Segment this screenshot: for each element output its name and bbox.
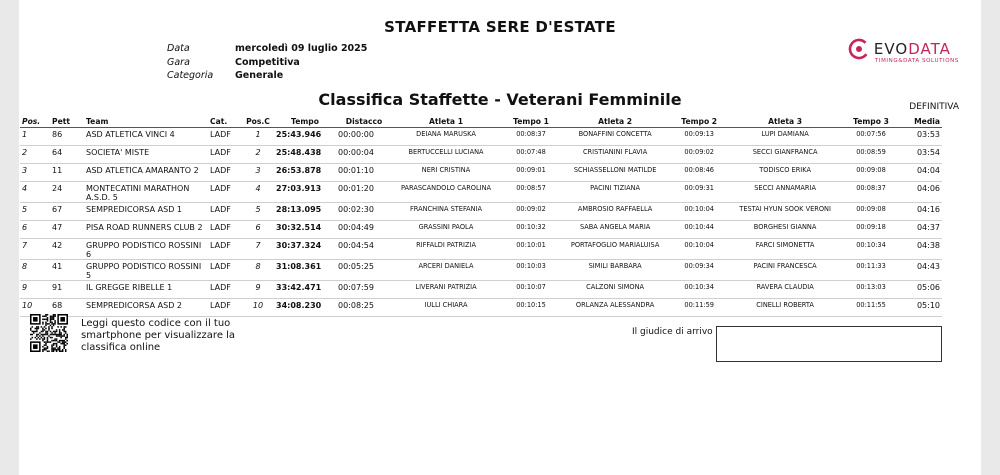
cell-tempo: 33:42.471 [276, 283, 322, 292]
cell-pett: 68 [52, 301, 63, 310]
cell-team: PISA ROAD RUNNERS CLUB 2 [86, 223, 203, 232]
col-header: Atleta 3 [730, 116, 840, 128]
cell-team: ASD ATLETICA VINCI 4 [86, 130, 175, 139]
cell-team: SEMPREDICORSA ASD 2 [86, 301, 183, 310]
cell-tempo: 25:43.946 [276, 130, 322, 139]
cell-team: ASD ATLETICA AMARANTO 2 [86, 166, 199, 175]
cell-tempo: 34:08.230 [276, 301, 322, 310]
cell-pos: 7 [22, 241, 28, 250]
col-header: Pos.C [242, 116, 274, 128]
cell-a2: PACINI TIZIANA [590, 184, 641, 192]
cell-t1: 00:10:07 [516, 283, 546, 291]
col-header: Team [84, 116, 208, 128]
evodata-logo [848, 38, 959, 64]
cell-posc: 7 [255, 241, 261, 250]
cell-a1: BERTUCCELLI LUCIANA [408, 148, 484, 156]
cell-t2: 00:09:13 [684, 130, 715, 138]
judge-label: Il giudice di arrivo [632, 327, 713, 337]
cell-tempo: 30:32.514 [276, 223, 322, 232]
col-header: Distacco [336, 116, 392, 128]
cell-pos: 2 [22, 148, 28, 157]
table-row [20, 146, 942, 164]
cell-t3: 00:11:55 [856, 301, 886, 309]
cell-a2: SABA ANGELA MARIA [579, 223, 651, 231]
cell-distacco: 00:04:54 [338, 241, 374, 250]
cell-media: 03:54 [916, 148, 940, 157]
cell-cat: LADF [210, 184, 231, 193]
qr-instructions: Leggi questo codice con il tuo smartphone per visualizzare la classifica online [81, 318, 236, 353]
cell-a1: ARCERI DANIELA [418, 262, 474, 270]
cell-t2: 00:11:59 [684, 301, 715, 309]
cell-cat: LADF [210, 283, 231, 292]
cell-t1: 00:09:02 [516, 205, 546, 213]
cell-t1: 00:10:01 [516, 241, 546, 249]
event-meta [167, 42, 367, 83]
col-header: Cat. [208, 116, 242, 128]
cell-media: 04:43 [916, 262, 940, 271]
cell-pett: 11 [52, 166, 63, 175]
cell-a1: LIVERANI PATRIZIA [415, 283, 477, 291]
logo-suffix: DATA [908, 40, 951, 58]
cell-pos: 1 [22, 130, 28, 139]
cell-a1: PARASCANDOLO CAROLINA [400, 184, 492, 192]
table-row [20, 260, 942, 281]
cell-t3: 00:07:56 [856, 130, 886, 138]
cell-a1: GRASSINI PAOLA [418, 223, 474, 231]
event-title: STAFFETTA SERE D'ESTATE [384, 18, 616, 36]
cell-media: 05:10 [916, 301, 940, 310]
cell-pett: 42 [52, 241, 63, 250]
cell-a2: SIMILI BARBARA [588, 262, 642, 270]
cell-distacco: 00:00:00 [338, 130, 374, 139]
meta-row-category [167, 69, 367, 83]
cell-media: 04:06 [916, 184, 940, 193]
cell-posc: 10 [252, 301, 264, 310]
cell-a2: CRISTIANINI FLAVIA [582, 148, 648, 156]
meta-value: Competitiva [235, 56, 300, 68]
cell-t2: 00:09:34 [684, 262, 715, 270]
cell-distacco: 00:05:25 [338, 262, 374, 271]
meta-value: mercoledì 09 luglio 2025 [235, 43, 368, 54]
col-header: Pos. [20, 116, 50, 128]
table-row [20, 299, 942, 317]
cell-tempo: 31:08.361 [276, 262, 322, 271]
cell-tempo: 30:37.324 [276, 241, 322, 250]
cell-a3: BORGHESI GIANNA [753, 223, 817, 231]
cell-t3: 00:08:59 [856, 148, 886, 156]
cell-distacco: 00:08:25 [338, 301, 374, 310]
cell-posc: 3 [255, 166, 261, 175]
cell-cat: LADF [210, 205, 231, 214]
cell-team: GRUPPO PODISTICO ROSSINI 6 [86, 241, 202, 259]
col-header: Tempo 3 [840, 116, 902, 128]
cell-pos: 9 [22, 283, 28, 292]
cell-cat: LADF [210, 148, 231, 157]
col-header: Tempo 1 [500, 116, 562, 128]
cell-t3: 00:09:08 [856, 166, 886, 174]
cell-team: GRUPPO PODISTICO ROSSINI 5 [86, 262, 202, 280]
results-title: Classifica Staffette - Veterani Femminile [318, 90, 682, 109]
cell-a3: SECCI ANNAMARIA [754, 184, 816, 192]
cell-t1: 00:10:32 [516, 223, 546, 231]
cell-pos: 6 [22, 223, 28, 232]
cell-pos: 3 [22, 166, 28, 175]
cell-t2: 00:10:34 [684, 283, 715, 291]
cell-a3: SECCI GIANFRANCA [752, 148, 818, 156]
table-row [20, 128, 942, 146]
cell-posc: 6 [255, 223, 261, 232]
cell-pett: 86 [52, 130, 63, 139]
cell-posc: 2 [255, 148, 261, 157]
meta-row-race [167, 56, 367, 70]
cell-distacco: 00:02:30 [338, 205, 374, 214]
qr-code [30, 314, 68, 352]
cell-posc: 4 [255, 184, 261, 193]
col-header: Atleta 2 [562, 116, 668, 128]
cell-a2: BONAFFINI CONCETTA [578, 130, 652, 138]
cell-a3: FARCI SIMONETTA [755, 241, 815, 249]
cell-a3: RAVERA CLAUDIA [756, 283, 814, 291]
cell-t1: 00:08:57 [516, 184, 546, 192]
table-row [20, 221, 942, 239]
cell-t3: 00:09:18 [856, 223, 886, 231]
cell-t3: 00:13:03 [856, 283, 886, 291]
table-row [20, 239, 942, 260]
cell-tempo: 27:03.913 [276, 184, 322, 193]
meta-row-date [167, 42, 367, 56]
cell-a1: IULLI CHIARA [424, 301, 468, 309]
cell-t1: 00:10:03 [516, 262, 546, 270]
cell-t3: 00:08:37 [856, 184, 886, 192]
cell-t2: 00:09:02 [684, 148, 715, 156]
cell-a2: PORTAFOGLIO MARIALUISA [570, 241, 660, 249]
meta-label: Gara [167, 56, 190, 68]
cell-a2: SCHIASSELLONI MATILDE [573, 166, 657, 174]
cell-t2: 00:10:44 [684, 223, 715, 231]
table-row [20, 182, 942, 203]
cell-t1: 00:10:15 [516, 301, 546, 309]
cell-posc: 9 [255, 283, 261, 292]
meta-label: Data [167, 43, 190, 54]
cell-distacco: 00:04:49 [338, 223, 374, 232]
results-table [20, 116, 942, 317]
col-header: Pett [50, 116, 84, 128]
cell-pett: 64 [52, 148, 63, 157]
cell-a2: AMBROSIO RAFFAELLA [577, 205, 653, 213]
cell-t1: 00:09:01 [516, 166, 546, 174]
cell-tempo: 26:53.878 [276, 166, 322, 175]
table-row [20, 203, 942, 221]
cell-cat: LADF [210, 301, 231, 310]
cell-media: 04:37 [916, 223, 940, 232]
cell-distacco: 00:01:20 [338, 184, 374, 193]
judge-signature-box [716, 326, 942, 362]
cell-tempo: 28:13.095 [276, 205, 322, 214]
logo-prefix: EVO [873, 40, 909, 58]
cell-media: 04:16 [916, 205, 940, 214]
cell-pett: 24 [52, 184, 63, 193]
cell-pett: 67 [52, 205, 63, 214]
cell-pos: 5 [22, 205, 28, 214]
cell-posc: 8 [255, 262, 261, 271]
table-row [20, 281, 942, 299]
cell-t2: 00:10:04 [684, 241, 715, 249]
evodata-logo-icon [848, 38, 870, 60]
status-label: DEFINITIVA [909, 102, 959, 112]
cell-t1: 00:08:37 [516, 130, 546, 138]
cell-media: 04:38 [916, 241, 940, 250]
cell-t3: 00:10:34 [856, 241, 886, 249]
cell-t3: 00:09:08 [856, 205, 886, 213]
cell-distacco: 00:07:59 [338, 283, 374, 292]
cell-pos: 10 [22, 301, 33, 310]
cell-cat: LADF [210, 130, 231, 139]
col-header: Tempo 2 [668, 116, 730, 128]
cell-media: 03:53 [916, 130, 940, 139]
cell-pett: 47 [52, 223, 63, 232]
cell-cat: LADF [210, 223, 231, 232]
cell-t2: 00:08:46 [684, 166, 715, 174]
cell-pos: 4 [22, 184, 28, 193]
cell-t2: 00:09:31 [684, 184, 715, 192]
cell-team: SOCIETA' MISTE [86, 148, 150, 157]
cell-team: SEMPREDICORSA ASD 1 [86, 205, 183, 214]
cell-a1: DEIANA MARUSKA [416, 130, 476, 138]
col-header: Atleta 1 [392, 116, 500, 128]
cell-t3: 00:11:33 [856, 262, 886, 270]
table-row [20, 164, 942, 182]
cell-a3: CINELLI ROBERTA [756, 301, 814, 309]
cell-t2: 00:10:04 [684, 205, 715, 213]
col-header: Media [902, 116, 942, 128]
cell-media: 05:06 [916, 283, 940, 292]
cell-distacco: 00:01:10 [338, 166, 374, 175]
cell-distacco: 00:00:04 [338, 148, 374, 157]
meta-value: Generale [235, 70, 284, 81]
table-header-row [20, 116, 942, 128]
cell-a3: TESTAI HYUN SOOK VERONI [739, 205, 831, 213]
col-header: Tempo [274, 116, 336, 128]
cell-a2: ORLANZA ALESSANDRA [575, 301, 655, 309]
cell-posc: 5 [255, 205, 261, 214]
cell-cat: LADF [210, 241, 231, 250]
cell-posc: 1 [255, 130, 261, 139]
meta-label: Categoria [167, 70, 214, 81]
cell-pett: 91 [52, 283, 63, 292]
cell-team: IL GREGGE RIBELLE 1 [86, 283, 173, 292]
cell-team: MONTECATINI MARATHON A.S.D. 5 [86, 184, 190, 202]
cell-cat: LADF [210, 166, 231, 175]
cell-a3: PACINI FRANCESCA [753, 262, 817, 270]
cell-pos: 8 [22, 262, 28, 271]
cell-pett: 41 [52, 262, 63, 271]
cell-a3: LUPI DAMIANA [761, 130, 809, 138]
cell-media: 04:04 [916, 166, 940, 175]
cell-cat: LADF [210, 262, 231, 271]
cell-a3: TODISCO ERIKA [759, 166, 811, 174]
cell-a2: CALZONI SIMONA [586, 283, 645, 291]
cell-a1: NERI CRISTINA [421, 166, 471, 174]
cell-t1: 00:07:48 [516, 148, 546, 156]
cell-a1: RIFFALDI PATRIZIA [416, 241, 476, 249]
logo-tagline: TIMING&DATA SOLUTIONS [874, 58, 959, 64]
cell-a1: FRANCHINA STEFANIA [409, 205, 483, 213]
cell-tempo: 25:48.438 [276, 148, 322, 157]
